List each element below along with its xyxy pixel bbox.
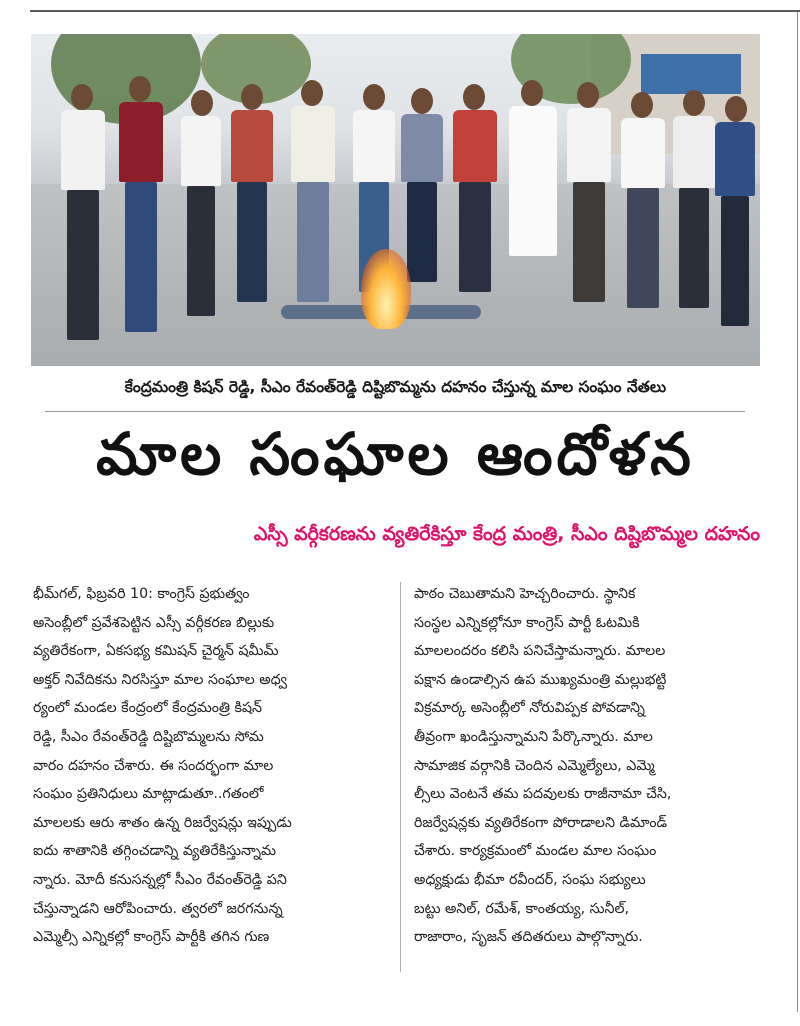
article-line: తీవ్రంగా ఖండిస్తున్నామని పేర్కొన్నారు. మాల [414,728,653,745]
article-line: ల్సీలు వెంటనే తమ పదవులకు రాజీనామా చేసి, [414,786,672,803]
subheadline: ఎస్సీ వర్గీకరణను వ్యతిరేకిస్తూ కేంద్ర మంత్రి, సీఎం దిష్టిబొమ్మల దహనం [253,523,760,545]
column-divider [400,582,401,972]
article-line: ఎమ్మెల్సీ ఎన్నికల్లో కాంగ్రెస్ పార్టీకి తగిన గుణ [33,929,270,946]
article-line: సంస్థల ఎన్నికల్లోనూ కాంగ్రెస్ పార్టీ ఓటమికి [414,614,640,631]
article-line: సంఘం ప్రతినిధులు మాట్లాడుతూ..గతంలో [33,786,264,803]
article-line: అక్తర్ నివేదికను నిరసిస్తూ మాల సంఘాల అధ్వ [33,671,287,688]
news-photo [31,34,760,366]
article-line: సామాజిక వర్గానికి చెందిన ఎమ్మెల్యేలు, ఎమ్మె [414,757,655,774]
burning-effigy [281,289,481,329]
right-column-rule [797,12,798,1012]
article-line: పక్షాన ఉండాల్సిన ఉప ముఖ్యమంత్రి మల్లుభట్టి [414,671,667,688]
article-line: అధ్యక్షుడు భీమా రవీందర్, సంఘ సభ్యులు [414,871,646,888]
headline: మాల సంఘాల ఆందోళన [96,420,695,488]
photo-caption: కేంద్రమంత్రి కిషన్ రెడ్డి, సీఎం రేవంత్‌రెడ్డి దిష్టిబొమ్మను దహనం చేస్తున్న మాల సంఘం నేతలు [124,378,667,396]
article-line: రిజర్వేషన్లకు వ్యతిరేకంగా పోరాడాలని డిమాండ్ [414,814,668,831]
article-line: రెడ్డి, సీఎం రేవంత్‌రెడ్డి దిష్టిబొమ్మలను సోమ [33,728,264,745]
article-line: వ్యతిరేకంగా, ఏకసభ్య కమిషన్ చైర్మన్ షమీమ్ [33,643,279,660]
article-line: చేస్తున్నాడని ఆరోపించారు. త్వరలో జరగనున్న [33,900,283,917]
article-line: ర్యంలో మండల కేంద్రంలో కేంద్రమంత్రి కిషన్ [33,700,262,717]
article-line: మాలలకు ఆరు శాతం ఉన్న రిజర్వేషన్లు ఇప్పుడు [33,814,292,831]
article-line: వారం దహనం చేశారు. ఈ సందర్భంగా మాల [33,757,274,774]
article-line: రాజారాం, సృజన్ తదితరులు పాల్గొన్నారు. [414,929,643,946]
top-rule [30,10,800,12]
article-line: బట్టు అనిల్, రమేశ్, కాంతయ్య, సునీల్, [414,900,630,917]
article-line: న్నారు. మోదీ కనుసన్నల్లో సీఎం రేవంత్‌రెడ్డి పని [33,871,287,888]
article-line: మాలలందరం కలిసి పనిచేస్తామన్నారు. మాలల [414,643,666,660]
article-column-right [414,580,784,952]
caption-rule [45,411,745,412]
shop-sign [641,54,741,94]
article-column-left [33,580,388,952]
article-line: పాఠం చెబుతామని హెచ్చరించారు. స్థానిక [414,586,636,602]
article-line: విక్రమార్క అసెంబ్లీలో నోరువిప్పక పోవడాన్ని [414,700,645,717]
article-line: చేశారు. కార్యక్రమంలో మండల మాల సంఘం [414,843,657,860]
article-line: భీమ్‌గల్, ఫిబ్రవరి 10: కాంగ్రెస్ ప్రభుత్వం [33,586,250,602]
article-line: ఐదు శాతానికి తగ్గించడాన్ని వ్యతిరేకిస్తున్నామ [33,843,276,860]
article-line: అసెంబ్లీలో ప్రవేశపెట్టిన ఎస్సీ వర్గీకరణ బిల్లుకు [33,614,275,631]
